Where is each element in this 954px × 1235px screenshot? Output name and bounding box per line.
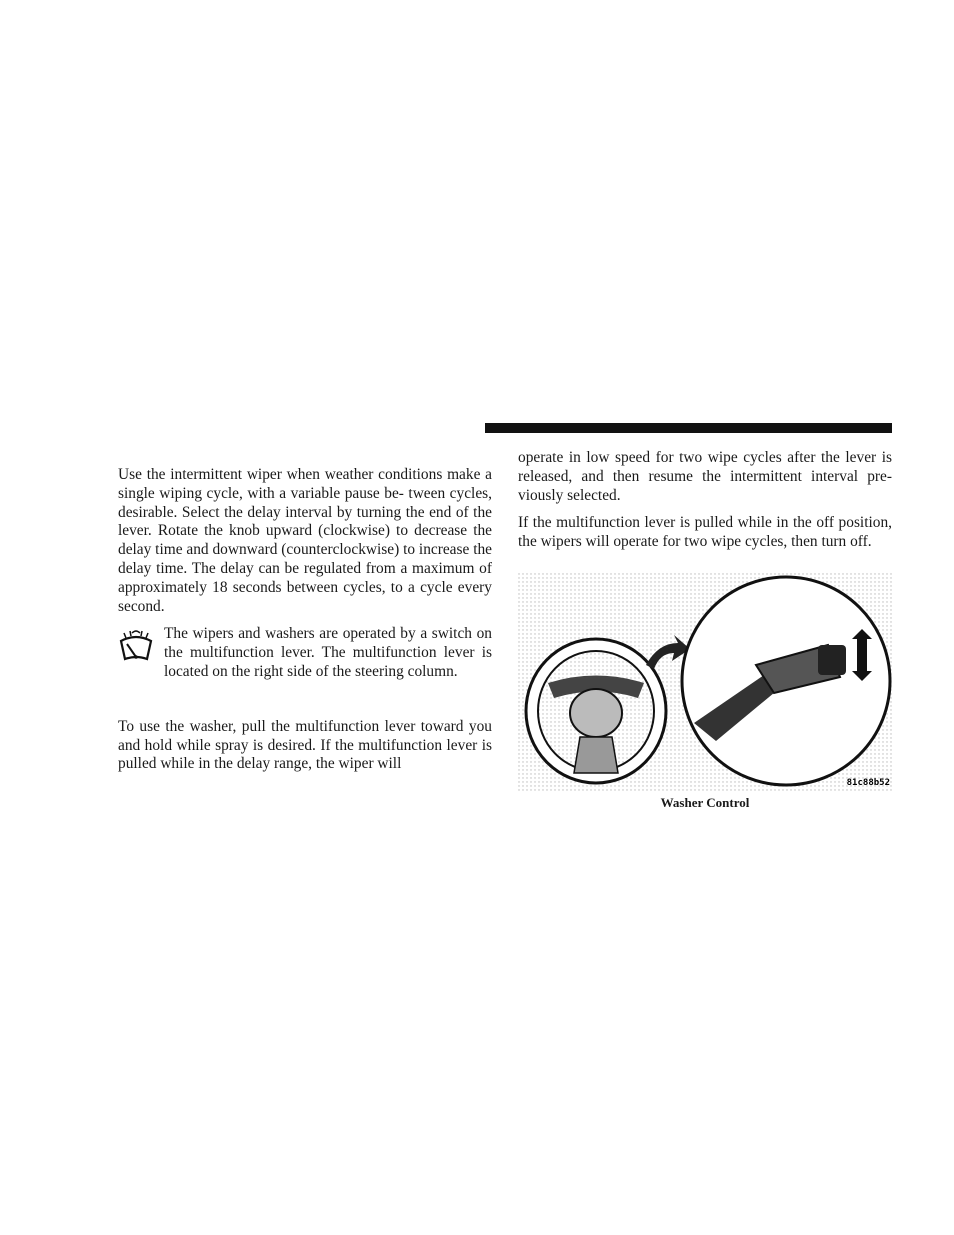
figure-caption: Washer Control [660, 795, 750, 810]
section-rule [485, 423, 892, 433]
left-column [118, 466, 492, 783]
washer-paragraph: To use the washer, pull the multifunction lever toward you and hold while spray is desired. If the multifunction lever is pulled while in the delay range, the wiper will [118, 717, 492, 773]
wiper-note-text: The wipers and washers are operated by a switch on the multifunction lever. The multifunction lever is located on the right side of the steering column. [164, 625, 492, 680]
figure-code: 81c88b52 [846, 778, 890, 788]
continued-paragraph: operate in low speed for two wipe cycles after the lever is released, and then resume the intermittent interval pre- viously selected. [518, 449, 892, 504]
wiper-note [118, 625, 492, 681]
washer-control-figure [518, 573, 892, 791]
lever-detail-drawing [682, 577, 890, 785]
steering-wheel-drawing [526, 639, 666, 783]
wiper-washer-icon [118, 629, 154, 663]
intermittent-wiper-paragraph: Use the intermittent wiper when weather conditions make a single wiping cycle, with a variable pause be- tween cycles, desirable. Select the delay interval by turning the end of the lever. Rotate the knob upward (clockwise) to decrease the delay time and downward (counterclockwise) to increase the delay time. The delay can be regulated from a maximum of approximately 18 seconds between cycles, to a cycle every second. [118, 466, 492, 615]
right-column [518, 449, 892, 561]
off-position-paragraph: If the multifunction lever is pulled while in the off position, the wipers will operate for two wipe cycles, then turn off. [518, 514, 892, 551]
